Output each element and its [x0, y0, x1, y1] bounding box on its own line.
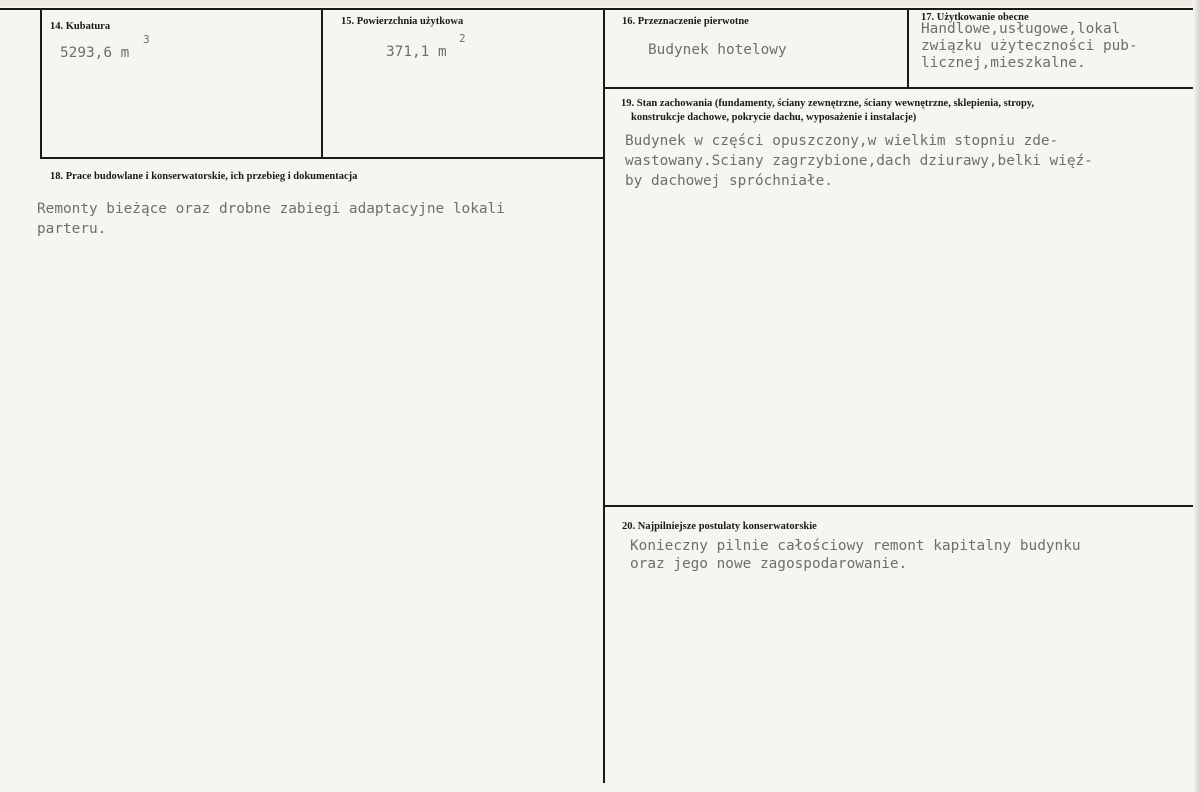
divider-h-row1-left: [40, 157, 605, 159]
divider-v-3: [907, 8, 909, 88]
divider-v-1: [321, 8, 323, 158]
stan-line: by dachowej spróchniałe.: [625, 173, 833, 189]
divider-h-row1-right: [603, 87, 1199, 89]
powierzchnia-value: 371,1 m: [386, 44, 447, 60]
kubatura-label: 14. Kubatura: [50, 21, 111, 32]
uzytkowanie-line: Handlowe,usługowe,lokal: [921, 21, 1121, 37]
przeznaczenie-label: 16. Przeznaczenie pierwotne: [622, 16, 749, 27]
uzytkowanie-label: 17. Użytkowanie obecne: [921, 12, 1029, 23]
postulaty-line: Konieczny pilnie całościowy remont kapitalny budynku: [630, 538, 1081, 554]
divider-v-2: [603, 8, 605, 783]
prace-line: parteru.: [37, 221, 107, 237]
powierzchnia-label: 15. Powierzchnia użytkowa: [341, 16, 464, 27]
stan-label-line2: konstrukcje dachowe, pokrycie dachu, wyposażenie i instalacje): [631, 112, 917, 123]
uzytkowanie-line: związku użyteczności pub-: [921, 38, 1138, 54]
paper-edge: [1193, 0, 1199, 792]
stan-line: Budynek w części opuszczony,w wielkim stopniu zde-: [625, 133, 1059, 149]
powierzchnia-unit-exponent: 2: [459, 32, 466, 45]
uzytkowanie-line: licznej,mieszkalne.: [921, 55, 1086, 71]
prace-label: 18. Prace budowlane i konserwatorskie, ich przebieg i dokumentacja: [50, 171, 358, 182]
postulaty-line: oraz jego nowe zagospodarowanie.: [630, 556, 908, 572]
stan-label-line1: 19. Stan zachowania (fundamenty, ściany zewnętrzne, ściany wewnętrzne, sklepienia, stropy,: [621, 98, 1035, 109]
przeznaczenie-value: Budynek hotelowy: [648, 42, 787, 58]
top-strip: [0, 0, 1199, 6]
divider-h-right-mid: [603, 505, 1199, 507]
postulaty-label: 20. Najpilniejsze postulaty konserwatorskie: [622, 521, 817, 532]
prace-line: Remonty bieżące oraz drobne zabiegi adaptacyjne lokali: [37, 201, 505, 217]
top-border: [0, 8, 1199, 10]
kubatura-unit-exponent: 3: [143, 33, 150, 46]
kubatura-value: 5293,6 m: [60, 45, 130, 61]
stan-line: wastowany.Sciany zagrzybione,dach dziurawy,belki więź-: [625, 153, 1093, 169]
divider-v-left-edge: [40, 8, 42, 158]
